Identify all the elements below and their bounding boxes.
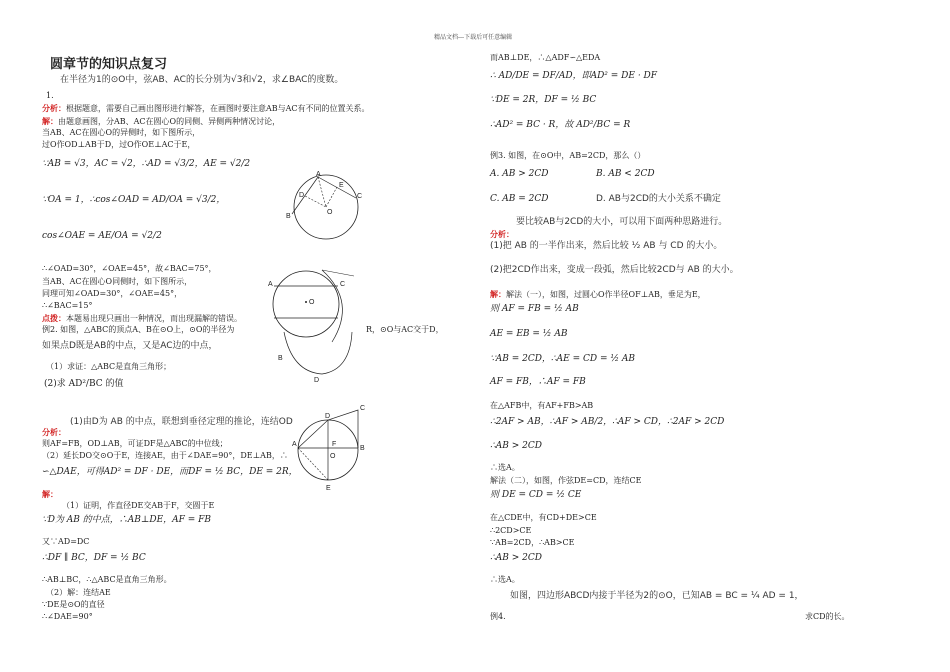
fig3-label-d: D [325, 413, 331, 420]
fig2-label-c: C [340, 281, 346, 288]
note [42, 314, 242, 324]
fig1-label-d: D [299, 192, 305, 199]
r-mid-2: AE = EB = ½ AB [490, 329, 568, 339]
problem-1-number: 1. [46, 91, 54, 100]
fig2-label-d: D [314, 377, 320, 384]
example-3-option-a: A. AB > 2CD [490, 169, 549, 179]
figure-3-circle-diagram [292, 400, 372, 495]
solution-2-label: 解： [42, 489, 58, 499]
r-mid-7: ∴AB > 2CD [490, 441, 542, 451]
example-2-q1: （1）求证：△ABC是直角三角形； [46, 362, 172, 371]
solution-1-line-1 [42, 117, 280, 127]
fig3-label-o: O [330, 453, 336, 460]
solution-2-line-2: ∵D为 AB 的中点，∴AB⊥DE，AF = FB [42, 515, 212, 525]
solution-3-method-1 [490, 290, 706, 300]
solution-1-line-10: ∴∠BAC=15° [42, 301, 93, 310]
analysis-2-line-2: （2）延长DO交⊙O于E，连接AE，由于∠DAE=90°，DE⊥AB，∴ [42, 451, 288, 460]
r-mid-8: ∴选A。 [490, 463, 520, 472]
analysis-2-line-1: 则AF=FB，OD⊥AB，可证DF是△ABC的中位线； [42, 439, 228, 448]
fig1-label-c: C [357, 193, 362, 200]
analysis-1 [42, 104, 370, 114]
r-mid-13: ∵AB=2CD，∴AB>CE [490, 538, 575, 547]
note-text: 本题易出现只画出一种情况，而出现漏解的错误。 [66, 314, 242, 323]
fig2-circle [273, 271, 339, 337]
solution-1-line-9: 同理可知∠OAD=30°，∠OAE=45°， [42, 289, 183, 298]
solution-1-line-5: ∵OA = 1，∴cos∠OAD = AD/OA = √3/2， [42, 195, 226, 205]
figure-1-circle-diagram [282, 170, 362, 242]
r-mid-9: 解法（二），如图，作弦DE=CD，连结CE [490, 476, 642, 485]
solution-1-line-7: ∴∠OAD=30°，∠OAE=45°，故∠BAC=75°， [42, 264, 217, 273]
fig1-perp-line [326, 187, 337, 207]
solution-2-line-6: （2）解：连结AE [46, 588, 111, 597]
solution-1-line-6: cos∠OAE = AE/OA = √2/2 [42, 231, 162, 241]
example-2-hint: (1)由D为 AB 的中点，联想到垂径定理的推论，连结OD [70, 417, 293, 427]
solution-3-label: 解： [490, 289, 506, 299]
fig1-label-e: E [339, 182, 344, 189]
r-mid-14: ∴AB > 2CD [490, 553, 542, 563]
solution-1-line-4: ∵AB = √3，AC = √2，∴AD = √3/2，AE = √2/2 [42, 159, 251, 169]
r-mid-10: 则 DE = CD = ½ CE [490, 490, 582, 500]
problem-1-statement: 在半径为1的⊙O中，弦AB、AC的长分别为√3和√2，求∠BAC的度数。 [60, 75, 344, 85]
solution-3-method-1-text: 解法（一），如图，过圆心O作半径OF⊥AB，垂足为E， [506, 290, 706, 299]
fig3-label-b: B [360, 445, 365, 452]
fig1-label-o: O [327, 209, 333, 216]
fig3-label-f: F [332, 441, 337, 448]
example-3-intro: 要比较AB与2CD的大小，可以用下面两种思路进行。 [516, 217, 728, 227]
analysis-3-line-2: (2)把2CD作出来，变成一段弧，然后比较2CD与 AB 的大小。 [490, 265, 739, 275]
solution-2-line-8: ∴∠DAE=90° [42, 612, 93, 621]
r-line-2: ∴ AD/DE = DF/AD，即AD² = DE · DF [490, 71, 658, 81]
page-header: 精品文档---下载后可任意编辑 [434, 34, 513, 41]
example-2-title-cont: R，⊙O与AC交于D， [366, 325, 444, 334]
solution-2-line-1: （1）证明，作直径DE交AB于F，交圆于E [62, 501, 215, 510]
solution-2-line-7: ∵DE是⊙O的直径 [42, 600, 105, 609]
fig1-label-b: B [286, 213, 291, 220]
fig3-chord-ae [298, 448, 328, 480]
fig2-label-b: B [278, 355, 283, 362]
fig1-label-a: A [316, 171, 321, 178]
solution-2-line-3: 又∵AD=DC [42, 537, 90, 546]
fig1-radius-lines [305, 177, 326, 207]
solution-1-line-8: 当AB、AC在圆心O同侧时，如下图所示， [42, 277, 193, 286]
r-line-4: ∴AD² = BC · R，故 AD²/BC = R [490, 120, 631, 130]
example-4-question: 求CD的长。 [805, 612, 850, 621]
solution-1-line-2: 当AB、AC在圆心O的异侧时，如下图所示， [42, 128, 201, 137]
r-mid-15: ∴选A。 [490, 575, 520, 584]
solution-2-line-4: ∴DF ∥ BC，DF = ½ BC [42, 553, 146, 563]
fig3-label-e: E [326, 485, 331, 492]
figure-2-circle-diagram [262, 262, 362, 390]
analysis-text: 根据题意，需要自己画出图形进行解答，在画图时要注意AB与AC有不同的位置关系。 [66, 104, 370, 113]
analysis-3-line-1: (1)把 AB 的一半作出来，然后比较 ½ AB 与 CD 的大小。 [490, 241, 723, 251]
example-2-q2: (2)求 AD²/BC 的值 [44, 379, 124, 389]
example-2-title: 例2. 如图，△ABC的顶点A、B在⊙O上，⊙O的半径为 [42, 325, 235, 334]
r-mid-11: 在△CDE中，有CD+DE>CE [490, 513, 597, 522]
fig2-label-o: O [309, 299, 315, 306]
r-mid-6: ∴2AF > AB，∴AF > AB/2，∴AF > CD，∴2AF > 2CD [490, 417, 725, 427]
example-3-option-c: C. AB = 2CD [490, 194, 549, 204]
r-mid-1: 则 AF = FB = ½ AB [490, 304, 579, 314]
example-4-statement: 如图，四边形ABCD内接于半径为2的⊙O，已知AB = BC = ¼ AD = 1， [510, 591, 804, 601]
r-line-1: 而AB⊥DE，∴△ADF∽△EDA [490, 53, 601, 62]
note-label: 点拨： [42, 313, 66, 323]
example-4-number: 例4. [490, 612, 506, 621]
fig3-label-a: A [292, 441, 297, 448]
analysis-2-line-3: ∽△DAE，可得AD² = DF · DE，而DF = ½ BC，DE = 2R， [42, 467, 298, 477]
solution-1-line-3: 过O作OD⊥AB于D，过O作OE⊥AC于E， [42, 140, 196, 149]
example-3-option-d: D. AB与2CD的大小关系不确定 [596, 194, 721, 204]
r-mid-5: 在△AFB中，有AF+FB>AB [490, 401, 594, 410]
r-mid-3: ∵AB = 2CD，∴AE = CD = ½ AB [490, 354, 636, 364]
r-mid-12: ∴2CD>CE [490, 526, 532, 535]
solution-text: 由题意画图，分AB、AC在圆心O的同侧、异侧两种情况讨论， [58, 117, 281, 126]
example-3-title: 例3. 如图，在⊙O中，AB=2CD，那么（） [490, 151, 646, 160]
example-3-option-b: B. AB < 2CD [596, 169, 655, 179]
solution-label: 解： [42, 116, 58, 126]
fig2-label-a: A [268, 281, 273, 288]
analysis-2-label: 分析： [42, 427, 66, 437]
r-mid-4: AF = FB，∴AF = FB [490, 377, 586, 387]
fig2-arc-bottom [284, 332, 352, 374]
analysis-3-label: 分析： [490, 229, 514, 239]
r-line-3: ∵DE = 2R，DF = ½ BC [490, 95, 597, 105]
fig3-label-c: C [360, 405, 366, 412]
example-2-condition: 如果点D既是AB的中点，又是AC边的中点， [42, 341, 218, 351]
fig2-center-point [305, 301, 307, 303]
solution-2-line-5: ∴AB⊥BC，∴△ABC是直角三角形。 [42, 575, 172, 584]
page-title: 圆章节的知识点复习 [50, 57, 168, 72]
analysis-label: 分析： [42, 103, 66, 113]
